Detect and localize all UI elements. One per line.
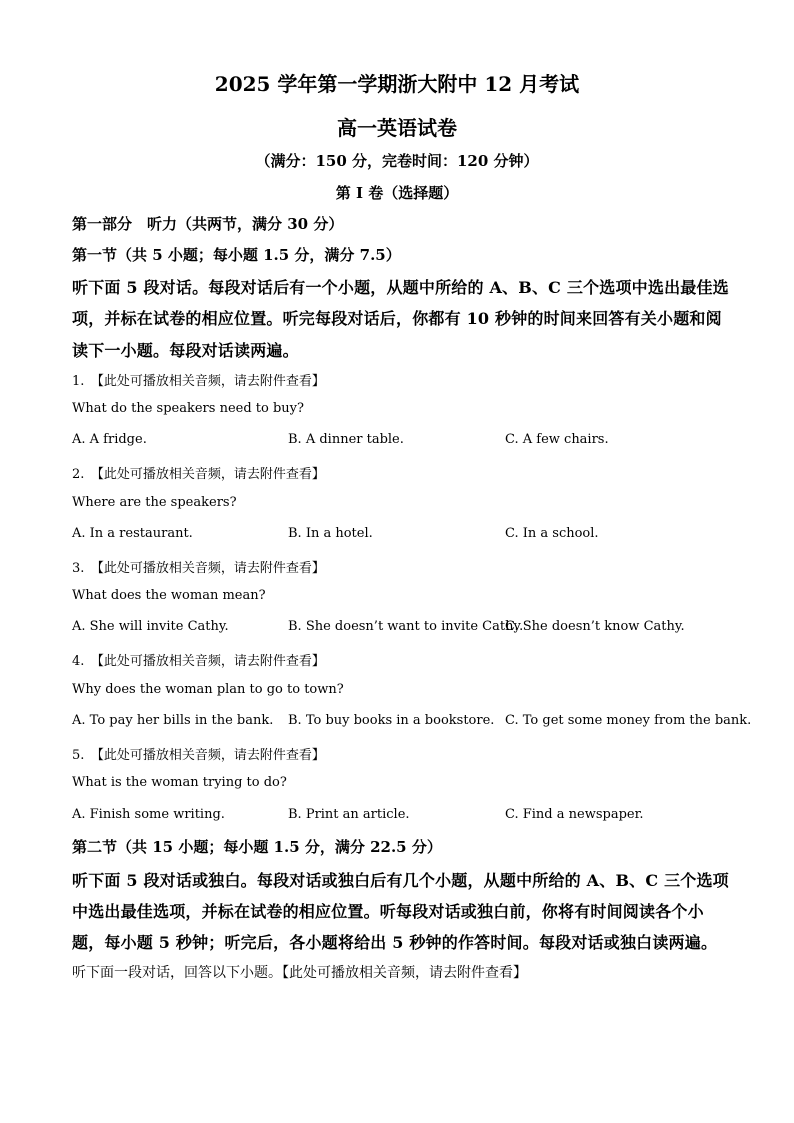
exam-title: 2025 学年第一学期浙大附中 12 月考试 [214,72,580,96]
option-b: B. Print an article. [288,807,410,822]
exam-subject: 高一英语试卷 [337,116,457,140]
section2-lead-audio-link[interactable]: 听下面一段对话，回答以下小题。【此处可播放相关音频，请去附件查看】 [72,965,527,981]
option-b: B. In a hotel. [288,526,373,541]
section1-heading: 第一节（共 5 小题；每小题 1.5 分，满分 7.5） [72,246,401,264]
section2-instruction-line: 听下面 5 段对话或独白。每段对话或独白后有几个小题，从题中所给的 A、B、C 三个选项 [72,871,729,890]
section2-heading: 第二节（共 15 小题；每小题 1.5 分，满分 22.5 分） [72,838,442,856]
option-b: B. To buy books in a bookstore. [288,713,495,728]
section2-instruction-line: 中选出最佳选项，并标在试卷的相应位置。听每段对话或独白前，你将有时间阅读各个小 [72,902,704,921]
question-audio-link[interactable]: 2. 【此处可播放相关音频，请去附件查看】 [72,467,325,482]
option-a: A. To pay her bills in the bank. [72,713,274,728]
option-c: C. Find a newspaper. [505,807,644,822]
question-audio-link[interactable]: 4. 【此处可播放相关音频，请去附件查看】 [72,654,325,669]
question-audio-link[interactable]: 3. 【此处可播放相关音频，请去附件查看】 [72,561,325,576]
option-c: C. To get some money from the bank. [505,713,752,728]
question-stem: What do the speakers need to buy? [72,401,304,416]
option-c: C. She doesn’t know Cathy. [505,619,685,634]
option-b: B. She doesn’t want to invite Cathy. [288,619,524,634]
question-stem: Why does the woman plan to go to town? [72,682,344,697]
option-a: A. In a restaurant. [72,526,193,541]
option-c: C. In a school. [505,526,599,541]
question-stem: What is the woman trying to do? [72,775,287,790]
option-a: A. Finish some writing. [72,807,225,822]
question-stem: Where are the speakers? [72,495,237,510]
section1-instruction-line: 听下面 5 段对话。每段对话后有一个小题，从题中所给的 A、B、C 三个选项中选出最佳选 [72,278,729,297]
volume-heading: 第 I 卷（选择题） [335,184,459,202]
section1-instruction-line: 读下一小题。每段对话读两遍。 [72,341,299,360]
section1-instruction-line: 项，并标在试卷的相应位置。听完每段对话后，你都有 10 秒钟的时间来回答有关小题和阅 [72,309,722,328]
option-a: A. A fridge. [72,432,147,447]
section2-instruction-line: 题，每小题 5 秒钟；听完后，各小题将给出 5 秒钟的作答时间。每段对话或独白读两遍。 [72,933,718,952]
question-audio-link[interactable]: 1. 【此处可播放相关音频，请去附件查看】 [72,374,325,389]
option-a: A. She will invite Cathy. [72,619,229,634]
exam-info: （满分：150 分，完卷时间：120 分钟） [255,152,539,170]
part1-heading: 第一部分 听力（共两节，满分 30 分） [72,215,344,233]
option-b: B. A dinner table. [288,432,404,447]
question-stem: What does the woman mean? [72,588,266,603]
option-c: C. A few chairs. [505,432,609,447]
question-audio-link[interactable]: 5. 【此处可播放相关音频，请去附件查看】 [72,748,325,763]
